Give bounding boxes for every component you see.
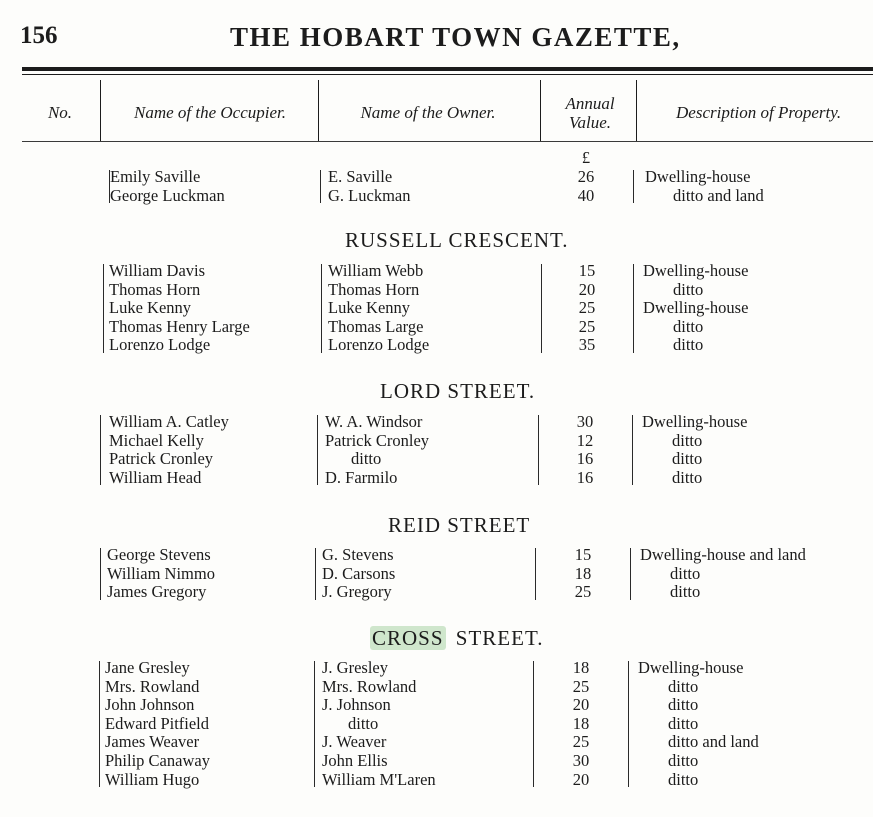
occupier-name: Patrick Cronley	[109, 449, 214, 469]
property-description: ditto	[673, 335, 704, 355]
property-description: ditto	[672, 430, 703, 450]
owner-name: Mrs. Rowland	[322, 676, 417, 696]
property-description: ditto	[670, 563, 701, 583]
column-divider	[100, 80, 101, 142]
owner-name: J. Gregory	[322, 582, 392, 602]
annual-value: 20	[572, 695, 590, 715]
header-rule-thick	[22, 67, 873, 71]
annual-value: 25	[572, 676, 590, 696]
occupier-name: Emily Saville	[110, 167, 201, 186]
property-description: ditto	[668, 713, 699, 733]
occupier-name: William A. Catley	[109, 412, 229, 431]
annual-value: 15	[574, 545, 592, 564]
annual-value: 18	[572, 658, 590, 677]
street-heading: RUSSELL CRESCENT.	[345, 228, 569, 252]
column-rule	[633, 170, 634, 203]
column-divider	[636, 80, 637, 142]
property-description: Dwelling-house and land	[640, 545, 806, 564]
page-title: THE HOBART TOWN GAZETTE,	[230, 22, 681, 52]
occupier-name: John Johnson	[105, 695, 195, 715]
annual-value: 25	[572, 732, 590, 752]
owner-name: William Webb	[328, 261, 424, 280]
column-header-no: No.	[47, 103, 73, 122]
annual-value: 20	[572, 769, 590, 789]
owner-name: William M'Laren	[322, 769, 436, 789]
column-rule	[317, 415, 318, 485]
street-heading: LORD STREET.	[380, 379, 536, 403]
annual-value: 25	[578, 316, 596, 336]
column-rule	[109, 170, 110, 203]
occupier-name: William Head	[109, 467, 202, 487]
property-description: ditto and land	[668, 732, 759, 752]
column-divider	[540, 80, 541, 142]
annual-value: 16	[576, 467, 594, 487]
annual-value: 35	[578, 335, 596, 355]
occupier-name: William Nimmo	[107, 563, 215, 583]
annual-value: 25	[578, 298, 596, 318]
owner-name: J. Johnson	[322, 695, 391, 715]
column-rule	[99, 661, 100, 787]
column-rule	[538, 415, 539, 485]
street-heading	[370, 626, 544, 651]
column-header-occupier: Name of the Occupier.	[133, 103, 287, 122]
property-description: ditto	[672, 467, 703, 487]
column-rule	[633, 264, 634, 353]
owner-name: Luke Kenny	[328, 298, 411, 318]
owner-name: Patrick Cronley	[325, 430, 430, 450]
owner-name: Thomas Horn	[328, 279, 420, 299]
annual-value: 16	[576, 449, 594, 469]
occupier-name: Philip Canaway	[105, 751, 210, 770]
column-rule	[541, 264, 542, 353]
column-rule	[628, 661, 629, 787]
owner-name: D. Farmilo	[325, 467, 398, 487]
column-rule	[535, 548, 536, 600]
owner-name: John Ellis	[322, 751, 388, 770]
column-rule	[320, 170, 321, 203]
occupier-name: Lorenzo Lodge	[109, 335, 211, 355]
annual-value: 25	[574, 582, 592, 602]
street-heading: REID STREET	[388, 513, 531, 537]
column-header-owner: Name of the Owner.	[360, 103, 496, 122]
column-header-annual: Annual	[565, 94, 615, 113]
occupier-name: William Hugo	[105, 769, 200, 789]
column-rule	[100, 548, 101, 600]
header-rule-thin	[22, 74, 873, 75]
owner-name: E. Saville	[328, 167, 393, 186]
occupier-name: Luke Kenny	[109, 298, 192, 318]
property-description: Dwelling-house	[642, 412, 748, 431]
column-header-description: Description of Property.	[676, 103, 842, 122]
property-description: ditto	[668, 695, 699, 715]
owner-name: ditto	[351, 449, 382, 469]
search-highlight: CROSS	[372, 626, 444, 650]
property-description: ditto	[673, 316, 704, 336]
column-rule	[314, 661, 315, 787]
annual-value: 15	[578, 261, 596, 280]
annual-value: 20	[578, 279, 596, 299]
occupier-name: James Weaver	[105, 732, 200, 752]
annual-value: 30	[576, 412, 594, 431]
property-description: ditto	[673, 279, 704, 299]
annual-value: 26	[577, 167, 595, 186]
column-rule	[321, 264, 322, 353]
property-description: Dwelling-house	[643, 261, 749, 280]
street-heading-rest: STREET.	[449, 626, 544, 650]
owner-name: Thomas Large	[328, 316, 424, 336]
annual-value: 18	[574, 563, 592, 583]
property-description: Dwelling-house	[638, 658, 744, 677]
property-description: Dwelling-house	[645, 167, 751, 186]
occupier-name: William Davis	[109, 261, 206, 280]
column-header-value: Value.	[568, 113, 612, 132]
annual-value: 40	[577, 185, 595, 205]
owner-name: J. Gresley	[322, 658, 388, 677]
occupier-name: Michael Kelly	[109, 430, 204, 450]
column-rule	[100, 415, 101, 485]
page-number: 156	[20, 22, 58, 49]
occupier-name: Jane Gresley	[105, 658, 190, 677]
column-rule	[315, 548, 316, 600]
occupier-name: Edward Pitfield	[105, 713, 210, 733]
occupier-name: James Gregory	[107, 582, 207, 602]
occupier-name: Mrs. Rowland	[105, 676, 200, 696]
owner-name: Lorenzo Lodge	[328, 335, 430, 355]
occupier-name: Thomas Horn	[109, 279, 201, 299]
column-rule	[533, 661, 534, 787]
owner-name: ditto	[348, 713, 379, 733]
column-rule	[630, 548, 631, 600]
header-underline	[22, 141, 873, 142]
column-divider	[318, 80, 319, 142]
property-description: ditto and land	[673, 185, 764, 205]
annual-value: 12	[576, 430, 594, 450]
property-description: ditto	[668, 676, 699, 696]
property-description: ditto	[668, 751, 699, 770]
occupier-name: Thomas Henry Large	[109, 316, 250, 336]
owner-name: D. Carsons	[322, 563, 396, 583]
property-description: ditto	[672, 449, 703, 469]
owner-name: G. Luckman	[328, 185, 411, 205]
occupier-name: George Luckman	[110, 185, 225, 205]
occupier-name: George Stevens	[107, 545, 211, 564]
property-description: ditto	[668, 769, 699, 789]
column-rule	[103, 264, 104, 353]
currency-symbol: £	[581, 148, 591, 167]
column-rule	[632, 415, 633, 485]
property-description: Dwelling-house	[643, 298, 749, 318]
owner-name: W. A. Windsor	[325, 412, 423, 431]
annual-value: 30	[572, 751, 590, 770]
property-description: ditto	[670, 582, 701, 602]
annual-value: 18	[572, 713, 590, 733]
owner-name: G. Stevens	[322, 545, 394, 564]
owner-name: J. Weaver	[322, 732, 387, 752]
